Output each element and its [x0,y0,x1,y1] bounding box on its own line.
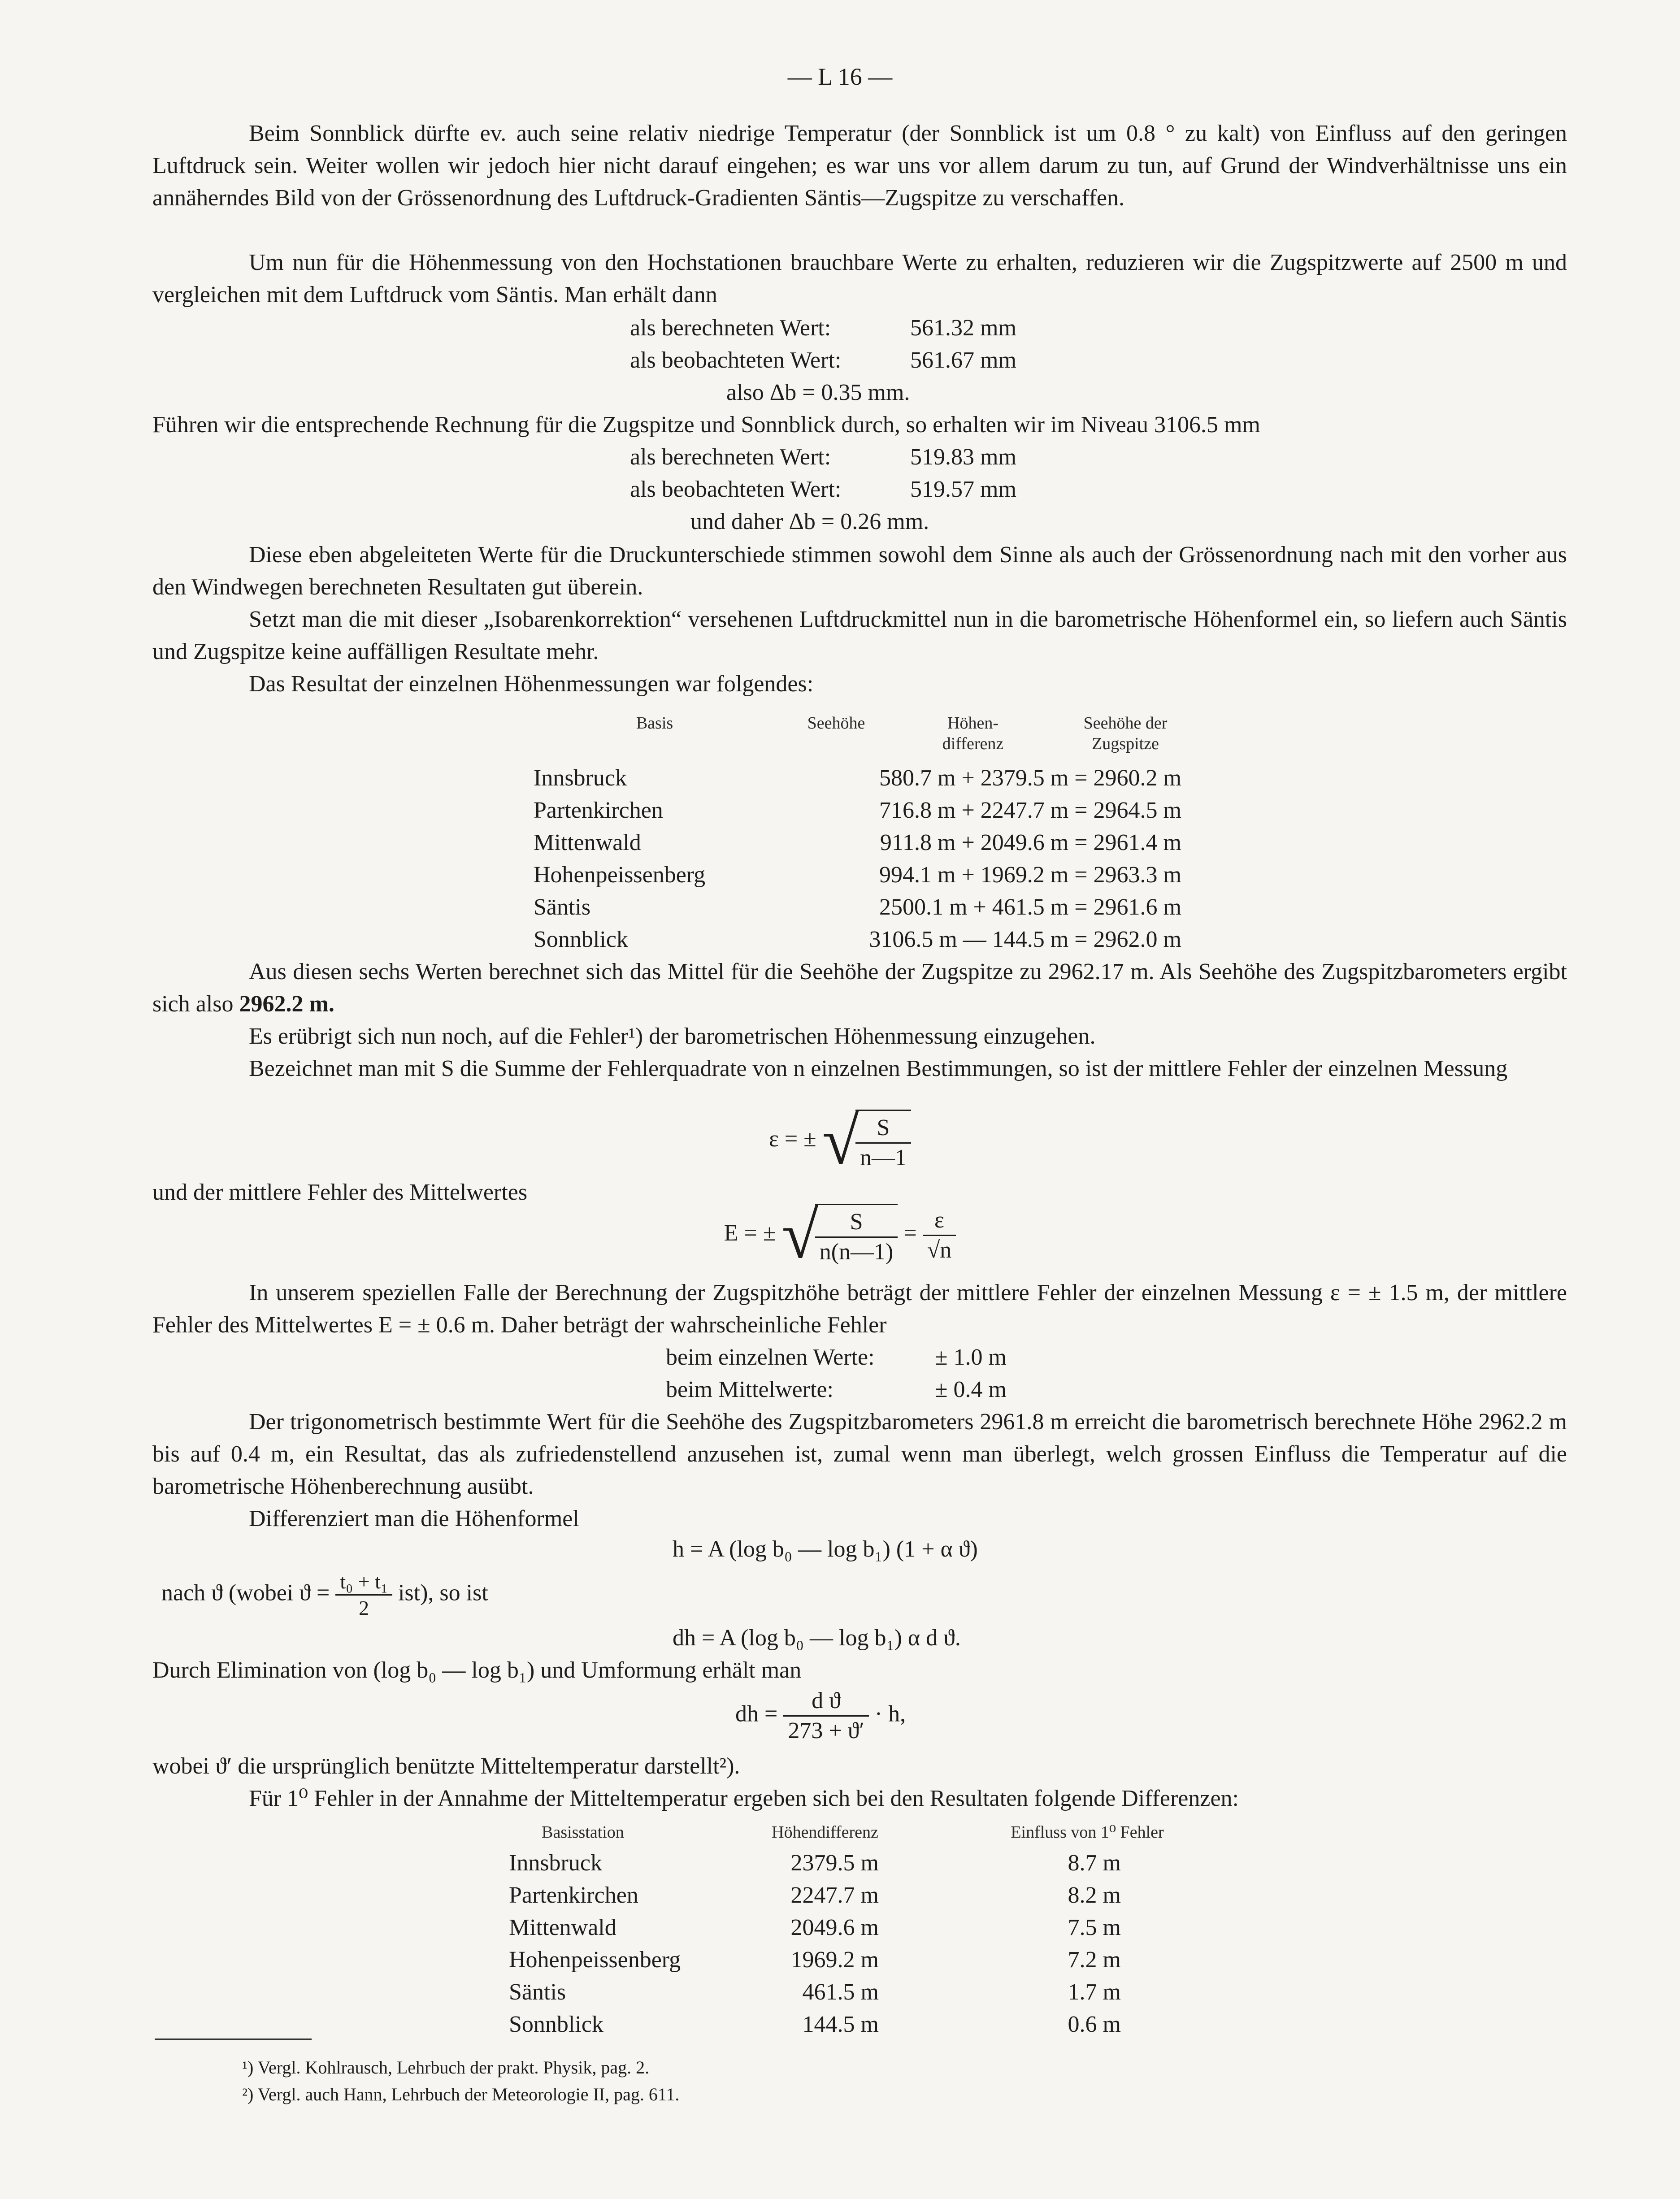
formula-E [0,1198,1680,1272]
formula-dh-final-den: 273 + ϑ′ [788,1718,864,1744]
table2-cell: 0.6 m [1068,2012,1121,2037]
table2-cell: 7.5 m [1068,1915,1121,1940]
formula-epsilon-den: n—1 [860,1145,907,1171]
formula-E-den: n(n—1) [819,1239,894,1265]
formula-E-num2: ε [923,1206,956,1236]
cmp1-obs-label: als beobachteten Wert: [630,347,842,373]
formula-dh-final-num: d ϑ [783,1687,868,1717]
table1-header-zugspitze: Seehöhe der Zugspitze [1083,714,1168,753]
theta-den: 2 [359,1596,369,1619]
err-label-1: beim einzelnen Werte: [666,1345,875,1370]
table2-cell: 461.5 m [802,1979,879,2005]
paragraph-17: Für 1⁰ Fehler in der Annahme der Mitteltemperatur ergeben sich bei den Resultaten folgende Differenzen: [249,1786,1239,1811]
table1-row-station: Partenkirchen [534,798,663,823]
table2-cell: Partenkirchen [509,1882,638,1908]
cmp1-calc-label: als berechneten Wert: [630,315,831,341]
table2-header-station: Basisstation [542,1823,624,1842]
table1-row-station: Innsbruck [534,765,627,791]
table2-cell: Säntis [509,1979,566,2005]
table1-row-station: Mittenwald [534,830,641,855]
err-value-1: ± 1.0 m [935,1345,1007,1370]
paragraph-5: Setzt man die mit dieser „Isobarenkorrektion“ versehenen Luftdruckmittel nun in die barometrische Höhenformel ein, so liefern auch Säntis und Zugspitze keine auffälligen Resultate mehr. [152,607,1567,664]
paragraph-7 [152,956,1567,1020]
paragraph-2: Um nun für die Höhenmessung von den Hochstationen brauchbare Werte zu erhalten, reduzieren wir die Zugspitzwerte auf 2500 m und vergleichen mit dem Luftdruck vom Säntis. Man erhält dann [152,250,1567,308]
table2-header-diff: Höhendifferenz [772,1823,878,1842]
table1-row-values: 580.7 m + 2379.5 m = 2960.2 m [879,765,1181,791]
formula-E-lhs: E = ± [724,1220,776,1246]
table2-cell: Innsbruck [509,1850,602,1876]
sqrt-sign: √ $\frac{S}{n—1}$ [822,1107,911,1175]
table1-header-seehoehe: Seehöhe [807,714,865,733]
table2-cell: 1.7 m [1068,1979,1121,2005]
table1-row-station: Sonnblick [534,927,628,952]
formula-E-eq: = [903,1220,917,1246]
cmp2-obs-label: als beobachteten Wert: [630,477,842,502]
footnote-1: ¹) Vergl. Kohlrausch, Lehrbuch der prakt. Physik, pag. 2. [242,2057,650,2078]
table1-row-values: 2500.1 m + 461.5 m = 2961.6 m [879,894,1181,920]
table2-cell: Mittenwald [509,1915,616,1940]
formula-dh-final-lhs: dh = [735,1701,778,1727]
paragraph-9: Bezeichnet man mit S die Summe der Fehlerquadrate von n einzelnen Bestimmungen, so ist der mittlere Fehler der einzelnen Messung [249,1056,1508,1081]
paragraph-7-result: 2962.2 m. [239,991,334,1017]
table1-row-values: 3106.5 m — 144.5 m = 2962.0 m [869,927,1181,952]
formula-h: h = A (log b₀ — log b₁) (1 + α ϑ) [673,1536,978,1562]
cmp2-obs-value: 519.57 mm [910,477,1016,502]
formula-dh-final-rhs: · h, [874,1701,906,1727]
cmp2-calc-value: 519.83 mm [910,444,1016,470]
paragraph-6: Das Resultat der einzelnen Höhenmessungen war folgendes: [249,671,814,697]
cmp1-calc-value: 561.32 mm [910,315,1016,341]
formula-E-num: S [815,1208,898,1238]
table2-header-influence: Einfluss von 1⁰ Fehler [1011,1823,1164,1842]
footnote-divider [155,2039,312,2040]
paragraph-14-post: ist), so ist [398,1580,488,1606]
paragraph-16: wobei ϑ′ die ursprünglich benützte Mitteltemperatur darstellt²). [152,1753,740,1779]
formula-dh-final [735,1687,906,1745]
table2-cell: Sonnblick [509,2012,603,2037]
formula-E-den2: √n [927,1237,952,1263]
table2-cell: 1969.2 m [790,1947,879,1973]
paragraph-15: Durch Elimination von (log b₀ — log b₁) und Umformung erhält man [152,1657,802,1683]
table1-header-basis: Basis [636,714,673,733]
page-number: — L 16 — [787,63,893,90]
cmp2-calc-label: als berechneten Wert: [630,444,831,470]
formula-epsilon-lhs: ε = ± [768,1126,816,1152]
table2-cell: 2049.6 m [790,1915,879,1940]
sqrt-sign: √ $\frac{S}{n(n—1)}$ [781,1201,898,1269]
table2-cell: Hohenpeissenberg [509,1947,681,1973]
table1-row-station: Hohenpeissenberg [534,862,706,888]
paragraph-14 [161,1569,488,1621]
err-label-2: beim Mittelwerte: [666,1377,834,1402]
table1-row-values: 911.8 m + 2049.6 m = 2961.4 m [880,830,1181,855]
paragraph-7-text: Aus diesen sechs Werten berechnet sich das Mittel für die Seehöhe der Zugspitze zu 2962.17 m. Als Seehöhe des Zugspitzbarometers ergibt sich also [152,959,1567,1017]
table1-row-station: Säntis [534,894,591,920]
table2-cell: 7.2 m [1068,1947,1121,1973]
formula-dh: dh = A (log b₀ — log b₁) α d ϑ. [673,1625,961,1651]
table2-cell: 2247.7 m [790,1882,879,1908]
paragraph-3: Führen wir die entsprechende Rechnung für die Zugspitze und Sonnblick durch, so erhalten wir im Niveau 3106.5 mm [152,412,1260,438]
table2-cell: 144.5 m [802,2012,879,2037]
cmp1-diff: also Δb = 0.35 mm. [726,380,910,405]
paragraph-11: In unserem speziellen Falle der Berechnung der Zugspitzhöhe beträgt der mittlere Fehler der einzelnen Messung ε = ± 1.5 m, der mittlere Fehler des Mittelwertes E = ± 0.6 m. Daher beträgt der wahrscheinliche Fehler [152,1280,1567,1338]
cmp2-diff: und daher Δb = 0.26 mm. [690,509,929,534]
table1-row-values: 716.8 m + 2247.7 m = 2964.5 m [879,798,1181,823]
err-value-2: ± 0.4 m [935,1377,1007,1402]
paragraph-13: Differenziert man die Höhenformel [249,1506,579,1531]
footnote-2: ²) Vergl. auch Hann, Lehrbuch der Meteorologie II, pag. 611. [242,2084,680,2104]
theta-num: t₀ + t₁ [335,1569,392,1596]
cmp1-obs-value: 561.67 mm [910,347,1016,373]
paragraph-10: und der mittlere Fehler des Mittelwertes [152,1180,528,1205]
table1-header-differenz: Höhen- differenz [942,714,1004,753]
table1-row-values: 994.1 m + 1969.2 m = 2963.3 m [879,862,1181,888]
formula-epsilon-num: S [855,1114,911,1144]
paragraph-4: Diese eben abgeleiteten Werte für die Druckunterschiede stimmen sowohl dem Sinne als auch der Grössenordnung nach mit den vorher aus den Windwegen berechneten Resultaten gut überein. [152,542,1567,600]
paragraph-12: Der trigonometrisch bestimmte Wert für die Seehöhe des Zugspitzbarometers 2961.8 m erreicht die barometrisch berechnete Höhe 2962.2 m bis auf 0.4 m, ein Resultat, das als zufriedenstellend anzusehen ist, zumal wenn man überlegt, welch grossen Einfluss die Temperatur auf die barometrische Höhenberechnung ausübt. [152,1409,1567,1499]
paragraph-8: Es erübrigt sich nun noch, auf die Fehler¹) der barometrischen Höhenmessung einzugehen. [249,1024,1096,1049]
formula-epsilon [0,1104,1680,1178]
paragraph-1: Beim Sonnblick dürfte ev. auch seine relativ niedrige Temperatur (der Sonnblick ist um 0.8 ° zu kalt) von Einfluss auf den geringen Luftdruck sein. Weiter wollen wir jedoch hier nicht darauf eingehen; es war uns vor allem darum zu tun, auf Grund der Windverhältnisse uns ein annäherndes Bild von der Grössenordnung des Luftdruck-Gradienten Säntis—Zugspitze zu verschaffen. [152,121,1567,211]
table2-cell: 8.7 m [1068,1850,1121,1876]
table2-cell: 2379.5 m [790,1850,879,1876]
paragraph-14-pre: nach ϑ (wobei ϑ = [161,1580,330,1606]
table2-cell: 8.2 m [1068,1882,1121,1908]
